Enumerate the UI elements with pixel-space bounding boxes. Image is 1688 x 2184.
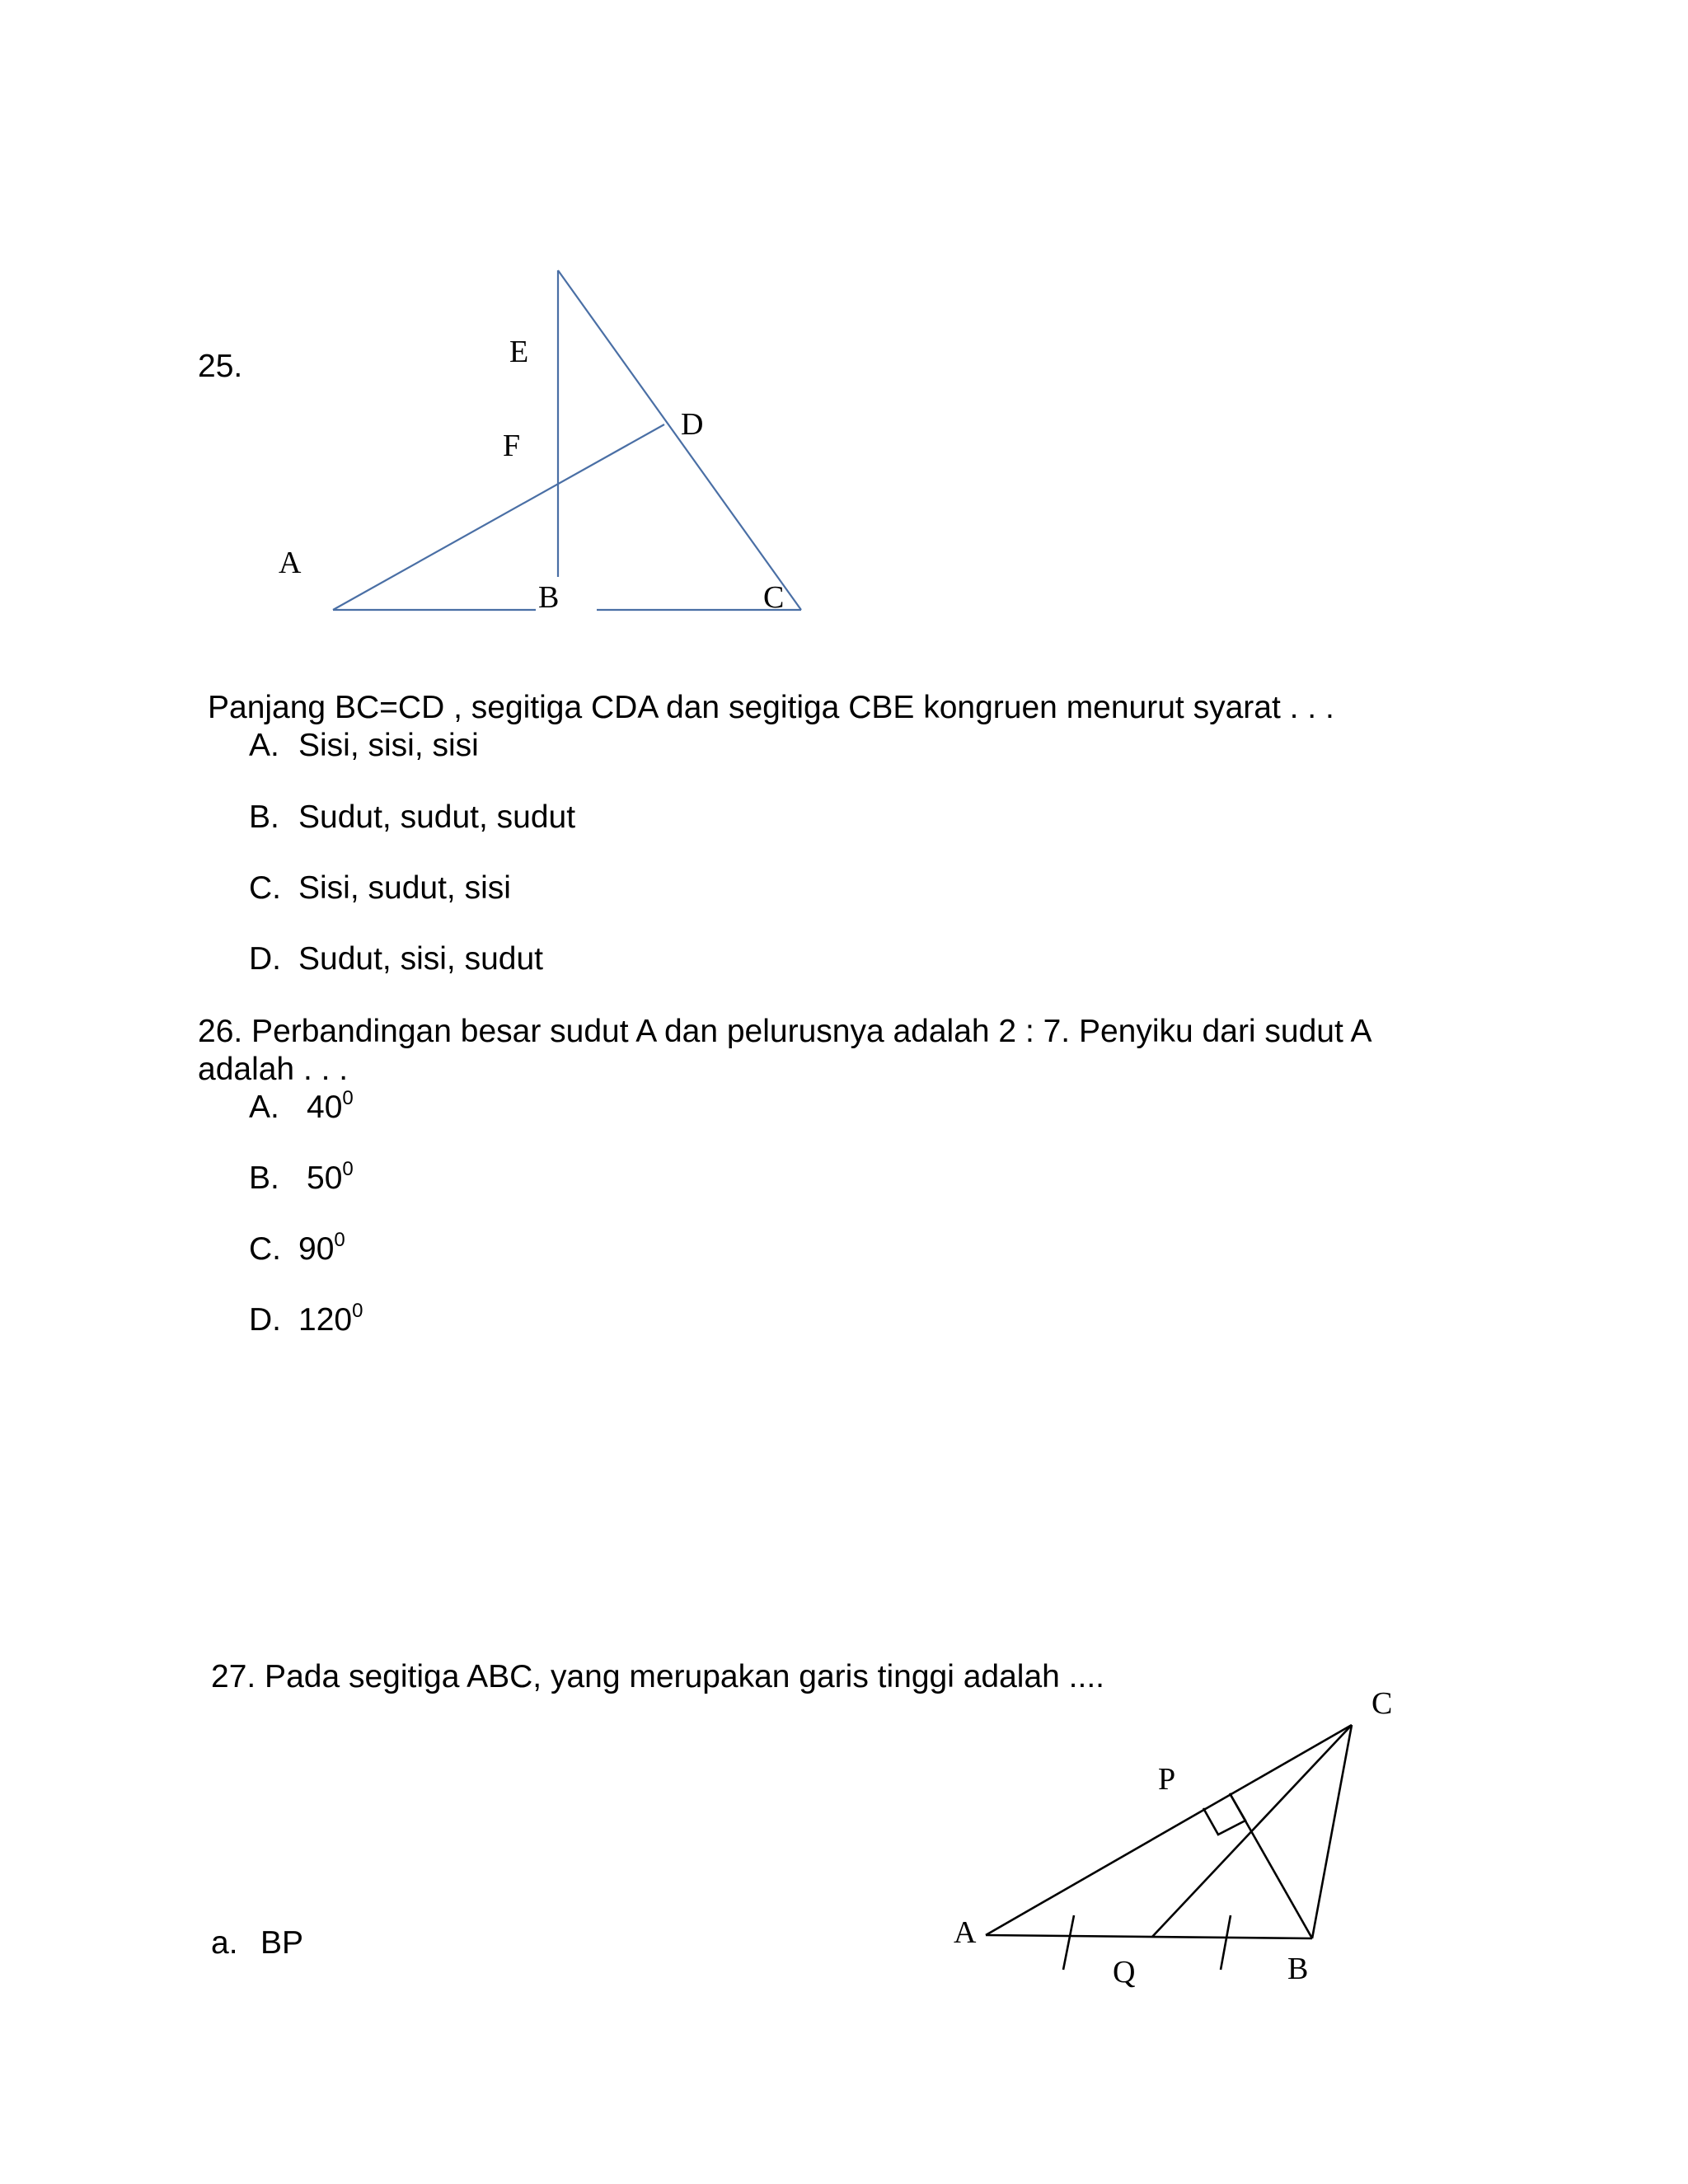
option-value: 90 — [298, 1231, 335, 1267]
label-f: F — [503, 429, 521, 463]
label-b: B — [538, 580, 560, 615]
question-25-number: 25. — [198, 349, 243, 384]
option-letter: A. — [249, 1090, 279, 1125]
degree-mark: 0 — [352, 1300, 363, 1322]
option-letter: C. — [249, 870, 281, 906]
label-p-q27: P — [1158, 1762, 1176, 1797]
option-letter: a. — [211, 1925, 238, 1961]
option-text: BP — [260, 1925, 304, 1961]
option-letter: B. — [249, 799, 279, 835]
segment-ad — [333, 424, 664, 610]
label-q-q27: Q — [1113, 1955, 1136, 1990]
q26-option-b — [249, 1160, 354, 1197]
segment-ec — [558, 270, 801, 610]
q25-option-b — [249, 799, 575, 837]
q26-option-a — [249, 1089, 354, 1127]
segment-ca — [986, 1725, 1352, 1935]
question-26-stem-line2: adalah . . . — [198, 1052, 349, 1087]
degree-mark: 0 — [334, 1229, 345, 1251]
degree-mark: 0 — [342, 1158, 354, 1180]
option-text: Sudut, sudut, sudut — [298, 799, 576, 835]
tick-mark-aq — [1063, 1915, 1074, 1970]
q25-option-c — [249, 869, 511, 907]
option-value: 40 — [307, 1090, 343, 1125]
q25-option-a — [249, 727, 479, 765]
option-text: Sisi, sisi, sisi — [298, 728, 479, 763]
label-c-q27: C — [1372, 1686, 1393, 1721]
segment-cb — [1312, 1725, 1352, 1938]
question-27-stem: 27. Pada segitiga ABC, yang merupakan garis tinggi adalah .... — [211, 1659, 1105, 1694]
q27-option-a — [211, 1924, 303, 1962]
option-letter: C. — [249, 1231, 281, 1267]
label-b-q27: B — [1287, 1952, 1309, 1986]
q26-option-c — [249, 1230, 345, 1268]
option-letter: D. — [249, 941, 281, 977]
q26-option-d — [249, 1301, 363, 1339]
label-a-q27: A — [954, 1915, 977, 1950]
option-text: Sudut, sisi, sudut — [298, 941, 543, 977]
option-letter: A. — [249, 728, 279, 763]
degree-mark: 0 — [342, 1087, 354, 1109]
segment-ab-q27 — [986, 1935, 1312, 1938]
right-angle-mark — [1203, 1793, 1245, 1835]
option-value: 50 — [307, 1160, 343, 1196]
tick-mark-qb — [1221, 1915, 1231, 1970]
question-26-stem-line1: 26. Perbandingan besar sudut A dan pelurusnya adalah 2 : 7. Penyiku dari sudut A — [198, 1014, 1372, 1049]
label-e: E — [509, 335, 529, 369]
label-c: C — [763, 580, 785, 615]
option-text: Sisi, sudut, sisi — [298, 870, 511, 906]
label-a: A — [279, 546, 302, 580]
q25-option-d — [249, 940, 543, 978]
label-d: D — [681, 407, 704, 442]
question-25-stem: Panjang BC=CD , segitiga CDA dan segitiga CBE kongruen menurut syarat . . . — [208, 690, 1334, 725]
option-letter: D. — [249, 1302, 281, 1338]
option-letter: B. — [249, 1160, 279, 1196]
option-value: 120 — [298, 1302, 353, 1338]
